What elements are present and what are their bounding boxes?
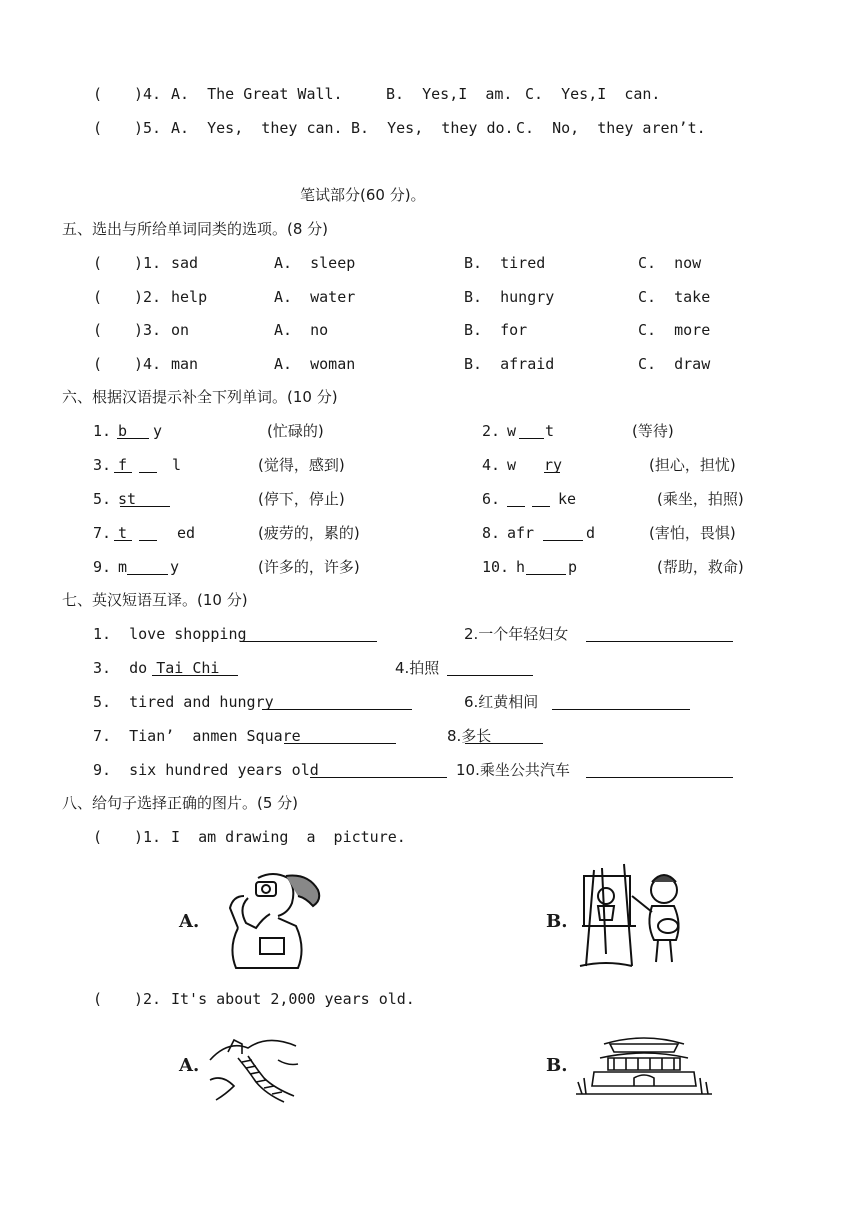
word-end: ry [544, 456, 563, 474]
option-b-label: B. [546, 911, 568, 932]
letter-blank[interactable] [139, 540, 157, 541]
word-start: w [507, 422, 517, 440]
word-end: l [172, 456, 182, 474]
phrase-item: 7. Tian’ anmen Square [93, 727, 301, 745]
letter-blank[interactable] [519, 438, 544, 439]
word-end: ed [177, 524, 196, 542]
paren-open: ( [93, 119, 103, 137]
option-c: C. Yes,I can. [525, 85, 661, 103]
option-c: C. No, they aren’t. [516, 119, 706, 137]
section-7-title: 七、英汉短语互译。(10 分) [62, 591, 248, 609]
section-8-title: 八、给句子选择正确的图片。(5 分) [62, 794, 299, 812]
item-number: 8. [482, 524, 501, 542]
item-number: 9. [93, 558, 112, 576]
word-start: m [118, 558, 128, 576]
answer-line[interactable] [240, 641, 377, 642]
answer-line[interactable] [586, 641, 733, 642]
option-b: B. Yes,I am. [386, 85, 513, 103]
paren-open: ( [93, 355, 103, 373]
option-a: A. The Great Wall. [171, 85, 343, 103]
chinese-hint: (等待) [632, 422, 674, 440]
item-number: 7. [93, 524, 112, 542]
chinese-hint: (担心，担忧) [649, 456, 736, 474]
item-number: 1. [93, 422, 112, 440]
phrase-item: 8.多长 [447, 727, 492, 745]
answer-line[interactable] [262, 709, 412, 710]
question-number: )1. [134, 254, 162, 272]
letter-blank[interactable] [139, 472, 157, 473]
letter-blank[interactable] [507, 506, 525, 507]
chinese-hint: (觉得，感到) [258, 456, 345, 474]
option-c: C. take [638, 288, 711, 306]
chinese-hint: (乘坐，拍照) [657, 490, 744, 508]
question-number: )4. [134, 85, 162, 103]
option-a: A. Yes, they can. [171, 119, 343, 137]
answer-line[interactable] [552, 709, 690, 710]
answer-line[interactable] [465, 743, 543, 744]
given-word: sad [171, 254, 199, 272]
option-b: B. tired [464, 254, 546, 272]
option-a: A. water [274, 288, 356, 306]
phrase-item: 9. six hundred years old [93, 761, 319, 779]
chinese-hint: (帮助，救命) [657, 558, 744, 576]
word-start: t [118, 524, 128, 542]
question-number: )1. [134, 828, 162, 846]
phrase-item: 2.一个年轻妇女 [464, 625, 569, 643]
phrase-item: 10.乘坐公共汽车 [456, 761, 570, 779]
given-word: man [171, 355, 199, 373]
option-c: C. more [638, 321, 711, 339]
word-start: h [516, 558, 526, 576]
answer-line[interactable] [310, 777, 447, 778]
option-c: C. draw [638, 355, 711, 373]
item-number: 10. [482, 558, 510, 576]
written-part-title: 笔试部分(60 分)。 [300, 186, 426, 204]
section-5-title: 五、选出与所给单词同类的选项。(8 分) [62, 220, 329, 238]
answer-line[interactable] [586, 777, 733, 778]
question-number: )3. [134, 321, 162, 339]
word-start: st [118, 490, 137, 508]
letter-blank[interactable] [117, 438, 149, 439]
section-6-title: 六、根据汉语提示补全下列单词。(10 分) [62, 388, 338, 406]
word-end: p [568, 558, 578, 576]
phrase-item: 3. do Tai Chi [93, 659, 220, 677]
phrase-item: 1. love shopping [93, 625, 247, 643]
paren-open: ( [93, 85, 103, 103]
option-a-label: A. [179, 911, 200, 932]
question-text: I am drawing a picture. [171, 828, 406, 846]
chinese-hint: (忙碌的) [267, 422, 324, 440]
question-number: )5. [134, 119, 162, 137]
word-start: afr [507, 524, 535, 542]
word-end: d [586, 524, 596, 542]
paren-open: ( [93, 321, 103, 339]
chinese-hint: (停下，停止) [258, 490, 345, 508]
option-b: B. for [464, 321, 528, 339]
paren-open: ( [93, 288, 103, 306]
option-c: C. now [638, 254, 702, 272]
answer-line[interactable] [284, 743, 396, 744]
question-text: It's about 2,000 years old. [171, 990, 415, 1008]
option-a: A. no [274, 321, 329, 339]
item-number: 2. [482, 422, 501, 440]
phrase-item: 4.拍照 [395, 659, 440, 677]
man-taking-photo-icon [218, 868, 328, 974]
question-number: )4. [134, 355, 162, 373]
option-b: B. Yes, they do. [351, 119, 514, 137]
word-end: y [170, 558, 180, 576]
option-a: A. sleep [274, 254, 356, 272]
paren-open: ( [93, 990, 103, 1008]
great-wall-icon [208, 1030, 300, 1106]
letter-blank[interactable] [114, 472, 132, 473]
phrase-item: 5. tired and hungry [93, 693, 274, 711]
item-number: 5. [93, 490, 112, 508]
option-b-label: B. [546, 1055, 568, 1076]
letter-blank[interactable] [526, 574, 566, 575]
word-end: ke [558, 490, 577, 508]
option-b: B. afraid [464, 355, 555, 373]
letter-blank[interactable] [543, 540, 583, 541]
letter-blank[interactable] [120, 506, 170, 507]
paren-open: ( [93, 254, 103, 272]
item-number: 6. [482, 490, 501, 508]
tiananmen-icon [574, 1028, 714, 1098]
letter-blank[interactable] [532, 506, 550, 507]
question-number: )2. [134, 990, 162, 1008]
word-start: b [118, 422, 128, 440]
option-a-label: A. [179, 1055, 200, 1076]
item-number: 3. [93, 456, 112, 474]
girl-painting-icon [576, 862, 688, 972]
given-word: help [171, 288, 208, 306]
letter-blank[interactable] [114, 540, 132, 541]
question-number: )2. [134, 288, 162, 306]
answer-line[interactable] [152, 675, 238, 676]
phrase-item: 6.红黄相间 [464, 693, 539, 711]
word-end: t [545, 422, 555, 440]
word-end: y [153, 422, 163, 440]
option-a: A. woman [274, 355, 356, 373]
chinese-hint: (许多的，许多) [258, 558, 360, 576]
word-start: f [118, 456, 128, 474]
given-word: on [171, 321, 190, 339]
item-number: 4. [482, 456, 501, 474]
chinese-hint: (害怕，畏惧) [649, 524, 736, 542]
option-b: B. hungry [464, 288, 555, 306]
letter-blank[interactable] [127, 574, 168, 575]
chinese-hint: (疲劳的，累的) [258, 524, 360, 542]
answer-line[interactable] [447, 675, 533, 676]
word-start: w [507, 456, 517, 474]
paren-open: ( [93, 828, 103, 846]
